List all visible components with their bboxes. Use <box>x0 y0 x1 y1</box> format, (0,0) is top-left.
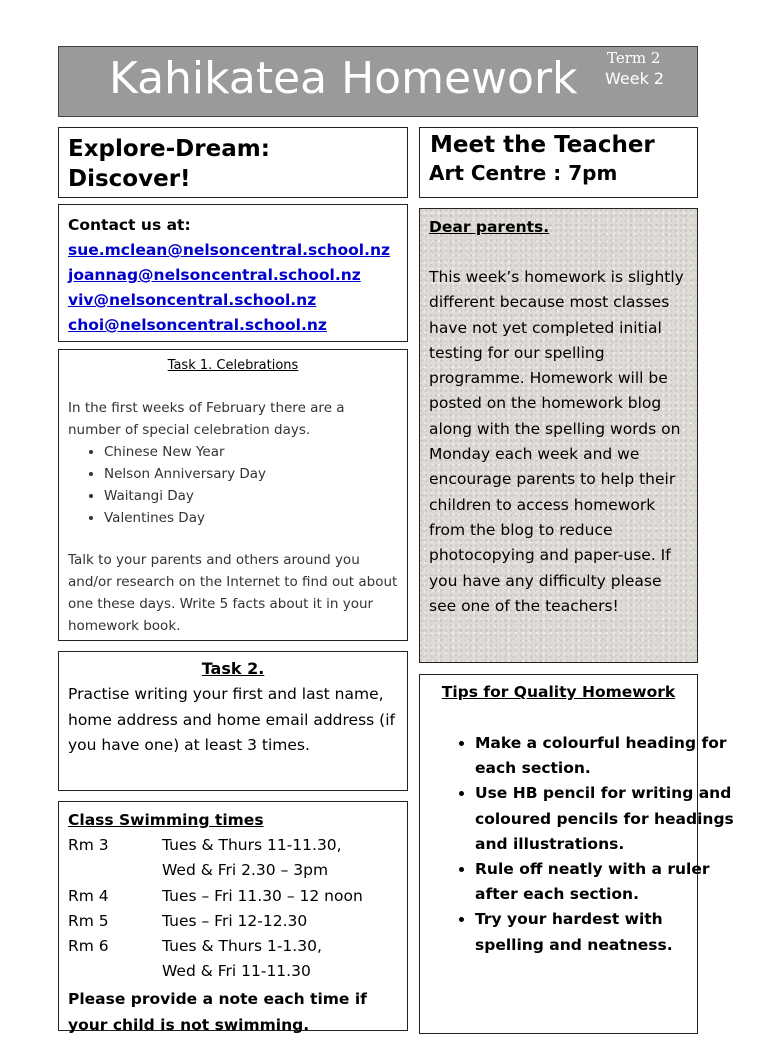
email-link[interactable]: choi@nelsoncentral.school.nz <box>68 316 327 334</box>
email-link[interactable]: sue.mclean@nelsoncentral.school.nz <box>68 241 391 259</box>
meet-teacher-location: Art Centre : 7pm <box>429 161 618 185</box>
email-link[interactable]: joannag@nelsoncentral.school.nz <box>68 266 361 284</box>
explore-box <box>58 127 408 198</box>
dear-parents-title: Dear parents. <box>429 218 550 236</box>
task2-box <box>58 651 408 791</box>
celebration-list <box>68 441 266 529</box>
tips-list <box>429 731 735 958</box>
contact-heading: Contact us at: <box>68 216 191 234</box>
week-label: Week 2 <box>605 69 665 88</box>
task2-title: Task 2. <box>201 659 265 678</box>
table-row: Rm 3 Tues & Thurs 11-11.30, <box>68 836 342 854</box>
list-item: • Rule off neatly with a ruler after each section. <box>475 857 735 907</box>
table-row: Rm 4 Tues – Fri 11.30 – 12 noon <box>68 887 363 905</box>
tips-box <box>419 674 734 1034</box>
table-row: Rm 6 Tues & Thurs 1-1.30, <box>68 937 322 955</box>
term-label: Term 2 <box>607 49 661 67</box>
list-item: • Try your hardest with spelling and neatness. <box>475 907 735 957</box>
explore-line-2: Discover! <box>68 166 191 192</box>
task2-body: Practise writing your first and last name, home address and home email address (if you have one) at least 3 times. <box>68 685 395 754</box>
swimming-title: Class Swimming times <box>68 811 264 829</box>
task1-intro: In the first weeks of February there are a number of special celebration days. <box>68 400 345 438</box>
task1-body: Talk to your parents and others around you and/or research on the Internet to find out about one these days. Write 5 facts about it in your homework book. <box>68 552 398 634</box>
dear-parents-body: This week’s homework is slightly different because most classes have not yet completed initial testing for our spelling programme. Homework will be posted on the homework blog along with the spelling words on Monday each week and we encourage parents to help their children to access homework from the blog to reduce photocopying and paper-use. If you have any difficulty please see one of the teachers! <box>429 268 684 615</box>
table-row: Rm 5 Tues – Fri 12-12.30 <box>68 912 308 930</box>
list-item: • Valentines Day <box>104 507 266 529</box>
list-item: • Waitangi Day <box>104 485 266 507</box>
swimming-box <box>58 801 408 1034</box>
header-banner <box>58 46 698 117</box>
task1-title: Task 1. Celebrations <box>167 358 299 373</box>
email-link[interactable]: viv@nelsoncentral.school.nz <box>68 291 317 309</box>
explore-heading <box>68 134 270 194</box>
list-item: • Chinese New Year <box>104 441 266 463</box>
list-item: • Use HB pencil for writing and coloured pencils for headings and illustrations. <box>475 781 735 857</box>
task1-box <box>58 349 408 641</box>
contact-box <box>58 204 408 342</box>
meet-teacher-title: Meet the Teacher <box>430 132 655 158</box>
meet-teacher-box <box>419 127 698 198</box>
explore-line-1: Explore-Dream: <box>68 136 270 162</box>
list-item: • Nelson Anniversary Day <box>104 463 266 485</box>
dear-parents-box <box>419 208 698 663</box>
table-row: Wed & Fri 2.30 – 3pm <box>162 861 329 879</box>
swimming-note: Please provide a note each time if your child is not swimming. <box>68 990 367 1034</box>
page-title: Kahikatea Homework <box>109 53 578 104</box>
table-row: Wed & Fri 11-11.30 <box>162 962 311 980</box>
list-item: • Make a colourful heading for each section. <box>475 731 735 781</box>
tips-title: Tips for Quality Homework <box>441 683 676 701</box>
